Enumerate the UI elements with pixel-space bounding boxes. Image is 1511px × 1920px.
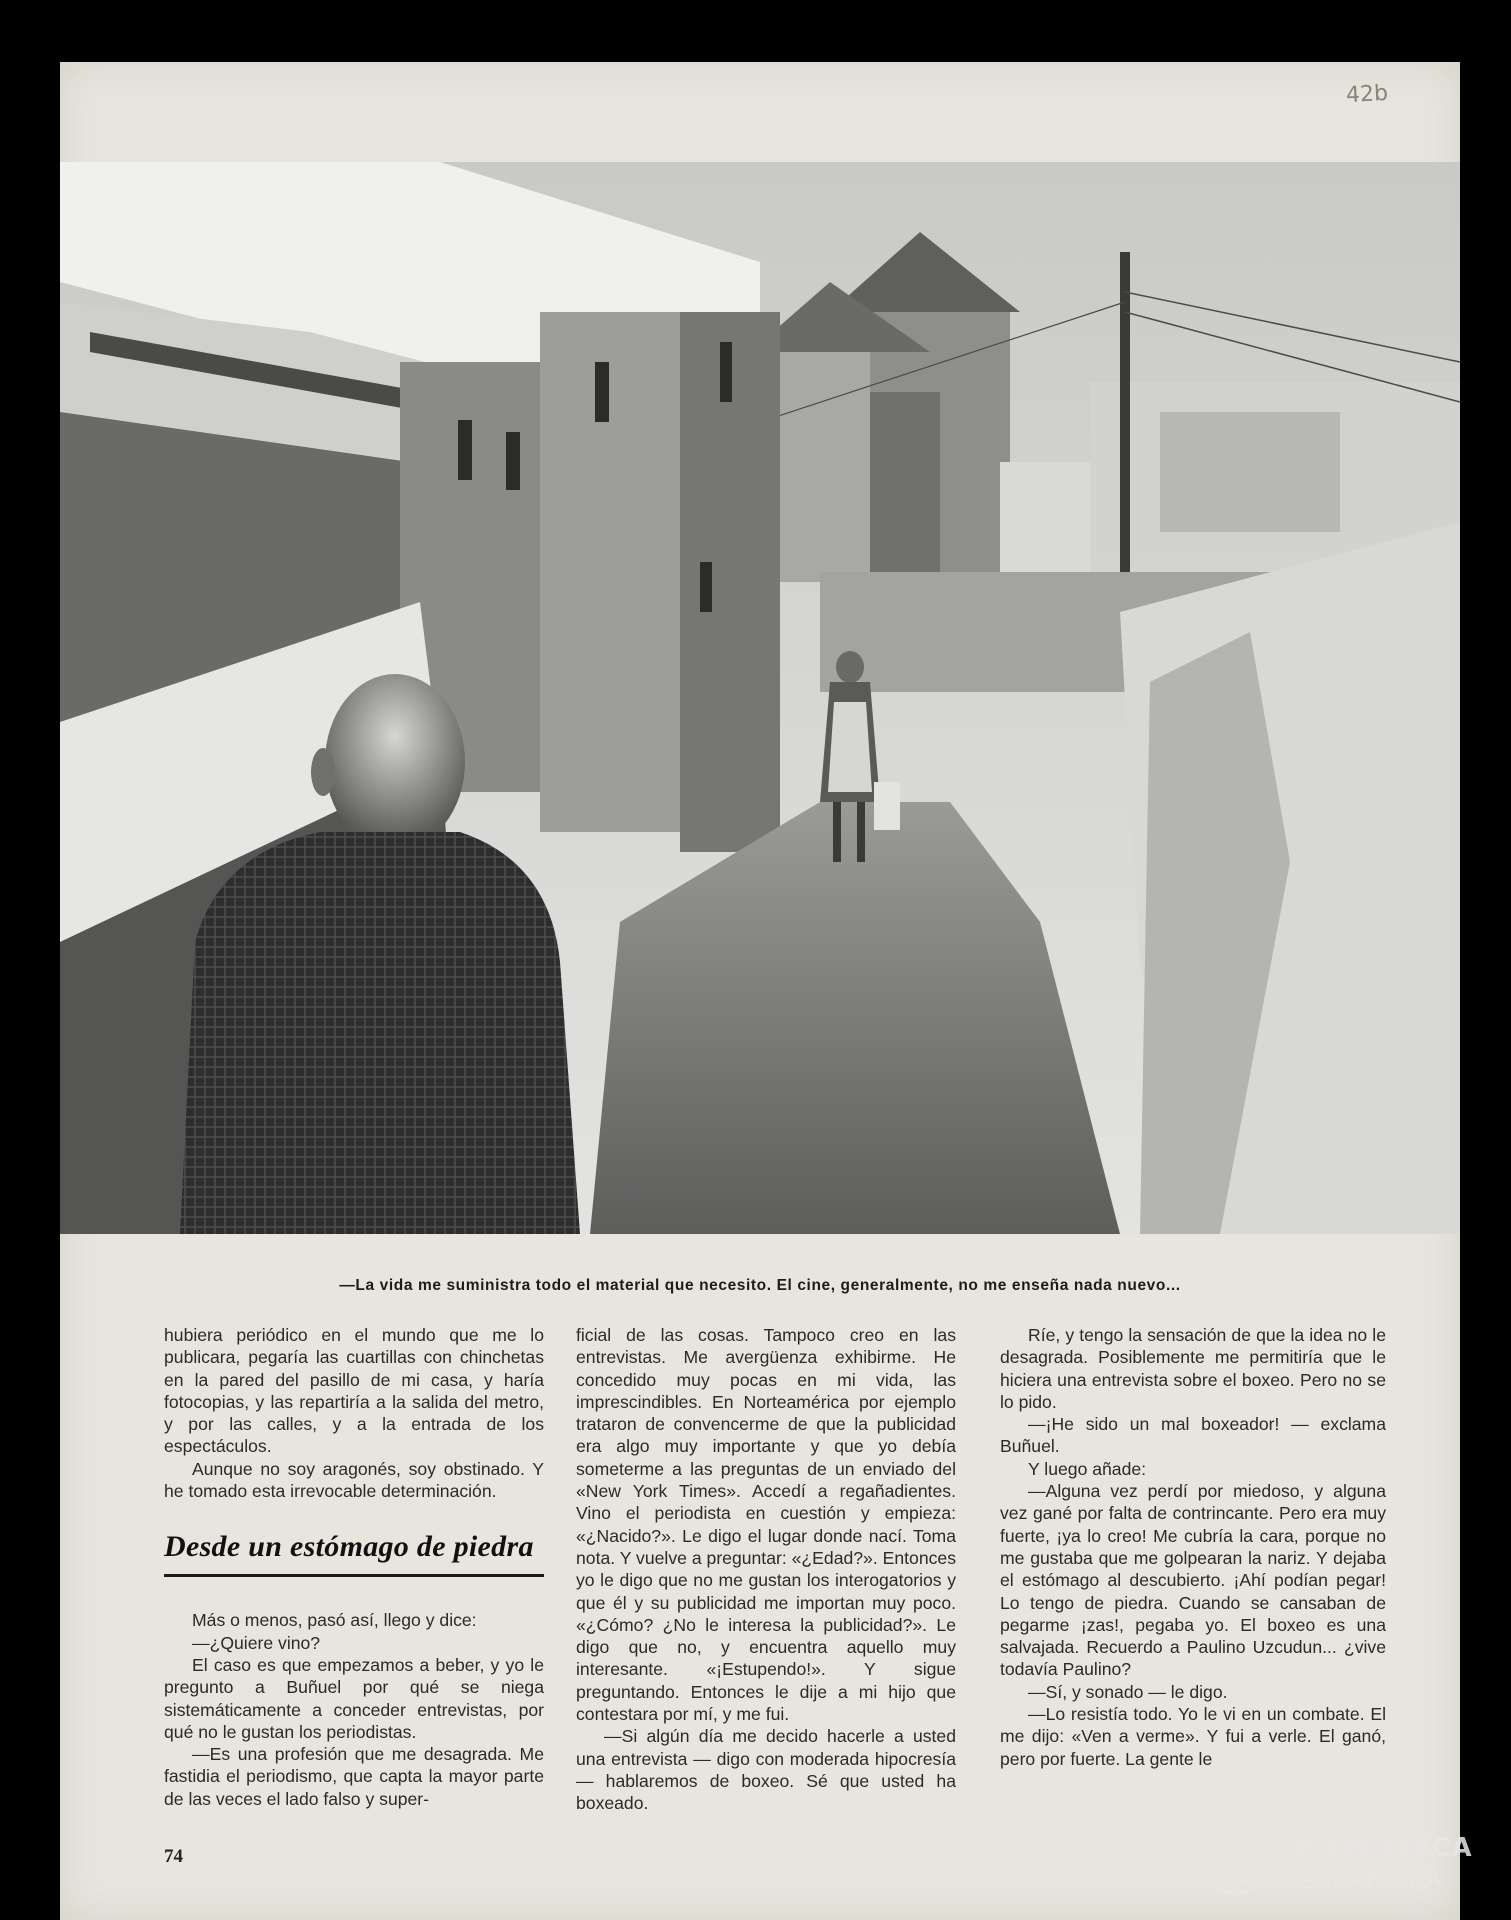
section-subheading: Desde un estómago de piedra xyxy=(164,1530,534,1564)
paragraph: Aunque no soy aragonés, soy obstinado. Y he tomado esta irrevocable determinación. xyxy=(164,1458,544,1502)
logo-line-1: FILMOTECA xyxy=(1297,1833,1473,1863)
text-column-3 xyxy=(1000,1324,1386,1770)
photo-caption: —La vida me suministra todo el material que necesito. El cine, generalmente, no me enseña nada nuevo... xyxy=(339,1277,1181,1294)
paragraph: Y luego añade: xyxy=(1028,1458,1147,1479)
paragraph: —Sí, y sonado — le digo. xyxy=(1028,1681,1228,1702)
paragraph: Ríe, y tengo la sensación de que la idea no le desagrada. Posiblemente me permitiría que le hiciera una entrevista sobre el boxeo. Pero no se lo pido. xyxy=(1000,1325,1386,1412)
paragraph: —Es una profesión que me desagrada. Me fastidia el periodismo, que capta la mayor parte de las veces el lado falso y super- xyxy=(164,1744,544,1809)
filmoteca-logo-icon xyxy=(1205,1828,1291,1908)
paragraph: —¿Quiere vino? xyxy=(192,1632,321,1653)
logo-line-2: ESPAÑOLA xyxy=(1297,1865,1443,1895)
paragraph: El caso es que empezamos a beber, y yo le pregunto a Buñuel por qué se niega sistemáticamente a conceder entrevistas, por qué no le gustan los periodistas. xyxy=(164,1654,544,1742)
filmoteca-watermark xyxy=(1205,1828,1505,1908)
text-column-2 xyxy=(576,1324,956,1815)
paragraph: —¡He sido un mal boxeador! — exclama Buñuel. xyxy=(1000,1414,1386,1457)
paragraph: —Lo resistía todo. Yo le vi en un combate. El me dijo: «Ven a verme». Y fui a verle. El ganó, pero por fuerte. La gente le xyxy=(1000,1704,1386,1769)
street-photograph xyxy=(60,162,1460,1234)
archive-ref-mark: 42b xyxy=(1345,80,1389,109)
magazine-page xyxy=(60,62,1460,1920)
subheading-rule xyxy=(164,1574,544,1577)
paragraph: hubiera periódico en el mundo que me lo publicara, pegaría las cuartillas con chinchetas en la pared del pasillo de mi casa, y haría fotocopias, y las repartiría a la salida del metro, y por las calles, y a la entrada de los espectáculos. xyxy=(164,1325,544,1457)
paragraph: Más o menos, pasó así, llego y dice: xyxy=(192,1610,477,1631)
text-column-1 xyxy=(164,1324,544,1810)
paragraph: —Alguna vez perdí por miedoso, y alguna vez gané por falta de contrincante. Pero era muy fuerte, ¡ya lo creo! Me cubría la cara, porque no me gustaba que me golpearan la nariz. Y dejaba el estómago al descubierto. ¡Ahí podían pegar! Lo tengo de piedra. Cuando se cansaban de pegarme ¡zas!, pegaba yo. El boxeo es una salvajada. Recuerdo a Paulino Uzcudun... ¿vive todavía Paulino? xyxy=(1000,1481,1386,1680)
page-number: 74 xyxy=(164,1846,183,1867)
paragraph: ficial de las cosas. Tampoco creo en las entrevistas. Me avergüenza exhibirme. He concedido muy pocas en mi vida, las imprescindibles. En Norteamérica por ejemplo trataron de convencerme de que la publicidad era algo muy importante y que yo debía someterme a las preguntas de un enviado del «New York Times». Accedí a regañadientes. Vino el periodista en cuestión y empieza: «¿Nacido?». Le digo el lugar donde nací. Toma nota. Y vuelve a preguntar: «¿Edad?». Entonces yo le digo que no me gustan los interogatorios y que él y su publicidad me importan muy poco. «¿Cómo? ¿No le interesa la publicidad?». Le digo que no, y encuentra aquello muy interesante. «¡Estupendo!». Y sigue preguntando. Entonces le dije a mi hijo que contestara por mí, y me fui. xyxy=(576,1325,956,1725)
paragraph: —Si algún día me decido hacerle a usted una entrevista — digo con moderada hipocresía — hablaremos de boxeo. Sé que usted ha boxeado. xyxy=(576,1726,956,1814)
